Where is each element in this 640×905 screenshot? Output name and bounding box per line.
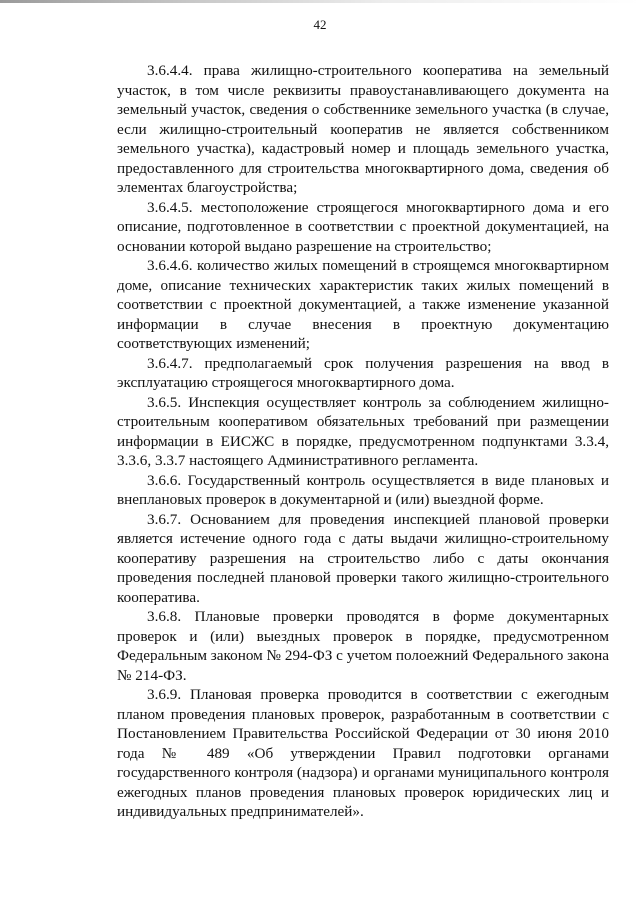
paragraph-3-6-4-6: 3.6.4.6. количество жилых помещений в строящемся многоквартирном доме, описание технических характеристик таких жилых помещений в соответствии с проектной документацией, а также изменение указанной информации в случае внесения в проектную документацию соответствующих изменений; xyxy=(117,257,609,352)
page-number: 42 xyxy=(313,17,327,32)
paragraph-3-6-6: 3.6.6. Государственный контроль осуществляется в виде плановых и внеплановых проверок в документарной и (или) выездной форме. xyxy=(117,471,609,508)
paragraph-3-6-4-4: 3.6.4.4. права жилищно-строительного кооператива на земельный участок, в том числе реквизиты правоустанавливающего документа на земельный участок, сведения о собственнике земельного участка (в случае, если жилищно-строительный кооператив не является собственником земельного участка), кадастровый номер и площадь земельного участка, предоставленного для строительства многоквартирного дома, сведения об элементах благоустройства; xyxy=(117,62,609,196)
paragraph-3-6-7: 3.6.7. Основанием для проведения инспекцией плановой проверки является истечение одного года с даты выдачи жилищно-строительному кооперативу разрешения на строительство либо с даты окончания проведения последней плановой проверки такого жилищно-строительного кооператива. xyxy=(117,510,609,606)
paragraph-3-6-4-5: 3.6.4.5. местоположение строящегося многоквартирного дома и его описание, подготовленное в соответствии с проектной документацией, на основании которой выдано разрешение на строительство; xyxy=(117,198,609,255)
document-body xyxy=(117,61,609,822)
paragraph-3-6-8: 3.6.8. Плановые проверки проводятся в форме документарных проверок и (или) выездных проверок в порядке, предусмотренном Федеральным законом № 294-ФЗ с учетом полоежний Федерального закона № 214-ФЗ. xyxy=(117,608,609,684)
paragraph-3-6-4-7: 3.6.4.7. предполагаемый срок получения разрешения на ввод в эксплуатацию строящегося многоквартирного дома. xyxy=(117,354,609,391)
paragraph-3-6-9: 3.6.9. Плановая проверка проводится в соответствии с ежегодным планом проведения плановых проверок, разработанным в соответствии с Постановлением Правительства Российской Федерации от 30 июня 2010 года № 489 «Об утверждении Правил подготовки органами государственного контроля (надзора) и органами муниципального контроля ежегодных планов проведения плановых проверок юридических лиц и индивидуальных предпринимателей». xyxy=(117,686,609,820)
paragraph-3-6-5: 3.6.5. Инспекция осуществляет контроль за соблюдением жилищно-строительным кооперативом обязательных требований при размещении информации в ЕИСЖС в порядке, предусмотренном подпунктами 3.3.4, 3.3.6, 3.3.7 настоящего Административного регламента. xyxy=(117,393,609,469)
scan-edge xyxy=(0,0,640,3)
